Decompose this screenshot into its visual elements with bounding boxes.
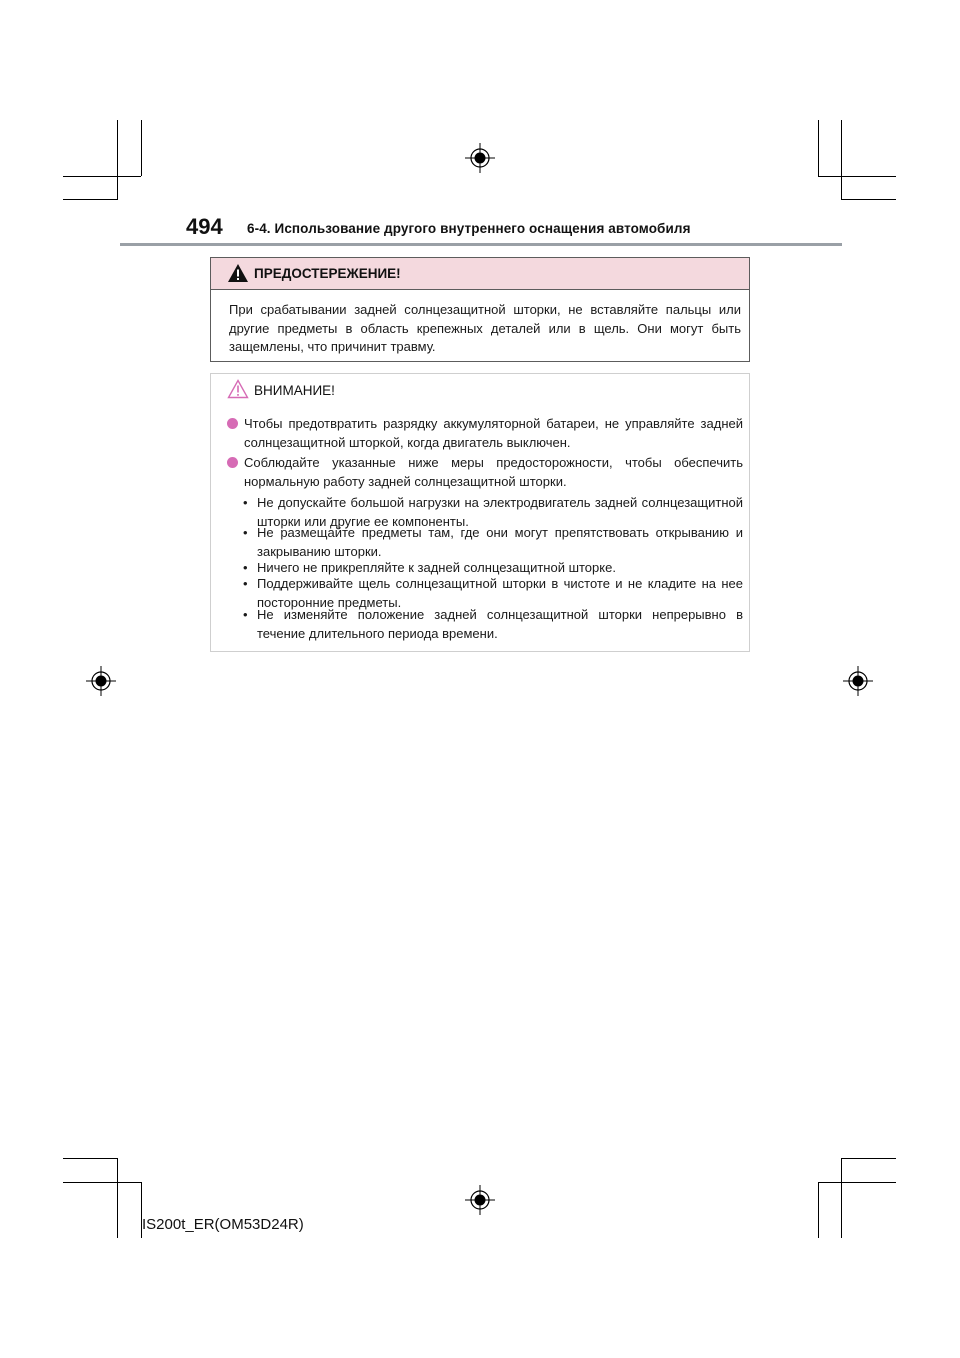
caution-box: [210, 257, 750, 362]
crop-mark: [818, 1182, 819, 1238]
sub-bullet: •: [243, 576, 248, 591]
crop-mark: [841, 1158, 896, 1159]
registration-mark-icon: [465, 143, 495, 173]
sub-list-item: [243, 606, 743, 643]
crop-mark: [818, 120, 819, 176]
notice-box: [210, 373, 750, 652]
notice-title: ВНИМАНИЕ!: [254, 383, 335, 398]
crop-mark: [818, 176, 896, 177]
crop-mark: [117, 120, 118, 200]
sub-bullet: •: [243, 525, 248, 540]
bullet-dot-icon: [227, 418, 238, 429]
bullet-dot-icon: [227, 457, 238, 468]
sub-bullet: •: [243, 560, 248, 575]
crop-mark: [63, 199, 118, 200]
sub-list-item-text: Поддерживайте щель солнцезащитной шторки в чистоте и не кладите на нее посторонние предметы.: [257, 576, 743, 610]
document-code: IS200t_ER(OM53D24R): [142, 1216, 304, 1233]
list-item: [227, 454, 743, 491]
list-item: [227, 415, 743, 452]
list-item-text: Соблюдайте указанные ниже меры предосторожности, чтобы обеспечить нормальную работу задней солнцезащитной шторки.: [244, 455, 743, 489]
crop-mark: [841, 120, 842, 200]
sub-list-item: [243, 524, 743, 561]
caution-title: ПРЕДОСТЕРЕЖЕНИЕ!: [254, 266, 401, 281]
warning-triangle-icon: [227, 263, 249, 283]
crop-mark: [841, 1158, 842, 1238]
crop-mark: [63, 176, 141, 177]
crop-mark: [117, 1158, 118, 1238]
crop-mark: [841, 199, 896, 200]
page-number: 494: [186, 214, 223, 239]
list-item-text: Чтобы предотвратить разрядку аккумуляторной батареи, не управляйте задней солнцезащитной шторкой, когда двигатель выключен.: [244, 416, 743, 450]
sub-list-item-text: Не изменяйте положение задней солнцезащитной шторки непрерывно в течение длительного периода времени.: [257, 607, 743, 641]
crop-mark: [818, 1182, 896, 1183]
registration-mark-icon: [86, 666, 116, 696]
caution-text: При срабатывании задней солнцезащитной шторки, не вставляйте пальцы или другие предметы в область крепежных деталей или в щель. Они могут быть защемлены, что причинит травму.: [229, 302, 741, 354]
header-divider: [120, 243, 842, 246]
crop-mark: [141, 120, 142, 176]
sub-list-item-text: Не размещайте предметы там, где они могут препятствовать открыванию и закрыванию шторки.: [257, 525, 743, 559]
sub-list-item-text: Не допускайте большой нагрузки на электродвигатель задней солнцезащитной шторки или другие ее компоненты.: [257, 495, 743, 529]
sub-list-item-text: Ничего не прикрепляйте к задней солнцезащитной шторке.: [257, 560, 616, 575]
sub-bullet: •: [243, 607, 248, 622]
sub-bullet: •: [243, 495, 248, 510]
crop-mark: [63, 1158, 118, 1159]
section-title: 6-4. Использование другого внутреннего оснащения автомобиля: [247, 221, 691, 236]
caution-header: [211, 258, 749, 290]
registration-mark-icon: [465, 1185, 495, 1215]
registration-mark-icon: [843, 666, 873, 696]
warning-triangle-outline-icon: [227, 379, 249, 399]
crop-mark: [63, 1182, 141, 1183]
